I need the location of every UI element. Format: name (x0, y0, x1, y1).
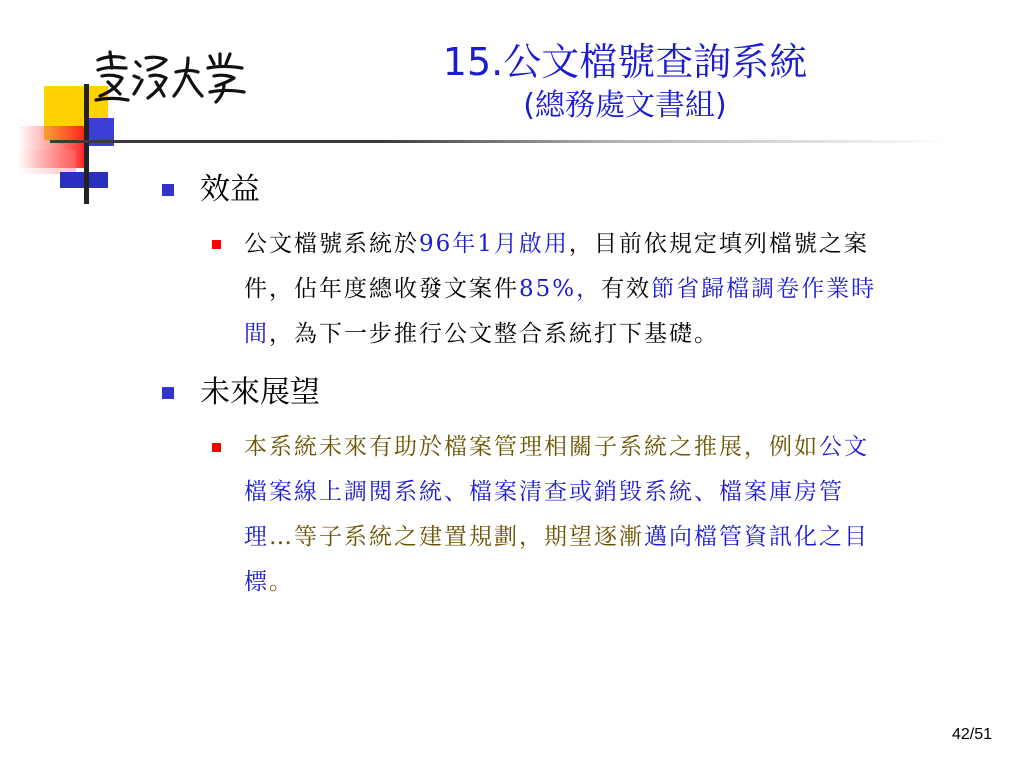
text-segment: …等子系統之建置規劃，期望逐漸 (269, 524, 644, 550)
text-segment: 公文檔號系統於 (244, 231, 419, 257)
slide-content (160, 168, 920, 619)
text-segment: ，為下一步推行公文整合系統打下基礎。 (269, 321, 719, 347)
text-segment-highlight: 節省歸檔調卷作業時間 (244, 276, 877, 347)
text-segment: 有效 (601, 276, 652, 302)
bullet-benefits (160, 168, 920, 212)
page-number: 42/51 (951, 726, 992, 743)
red-square-bullet-icon (212, 240, 221, 249)
title-sub: (總務處文書組) (523, 88, 727, 123)
decor-vertical-line (84, 84, 89, 204)
text-segment-highlight: ， (576, 276, 602, 302)
slide-title (300, 38, 950, 126)
square-bullet-icon (162, 184, 174, 196)
sub-bullet-benefits (204, 222, 884, 357)
sub-bullet-outlook (204, 425, 884, 605)
text-segment: ，目前依規定填列檔號之案件，佔年度總收發文案件 (244, 231, 869, 302)
bullet-outlook (160, 371, 920, 415)
square-bullet-icon (162, 387, 174, 399)
title-main: 15.公文檔號查詢系統 (442, 40, 808, 84)
text-segment-highlight: 85% (519, 276, 577, 302)
text-segment-highlight: 邁向檔管資訊化之目標 (244, 524, 869, 595)
decor-horizontal-line-fade (380, 140, 950, 143)
bullet-heading: 效益 (200, 172, 260, 207)
text-segment-highlight: 公文檔案線上調閱系統、檔案清查或銷毀系統、檔案庫房管理 (244, 434, 869, 550)
text-segment: 本系統未來有助於檔案管理相關子系統之推展，例如 (244, 434, 819, 460)
red-square-bullet-icon (212, 443, 221, 452)
decor-red-shadow (18, 150, 76, 174)
university-logo (92, 46, 252, 106)
bullet-heading: 未來展望 (200, 375, 320, 410)
text-segment: 。 (269, 569, 294, 595)
text-segment-highlight: 96年1月啟用 (419, 231, 569, 257)
